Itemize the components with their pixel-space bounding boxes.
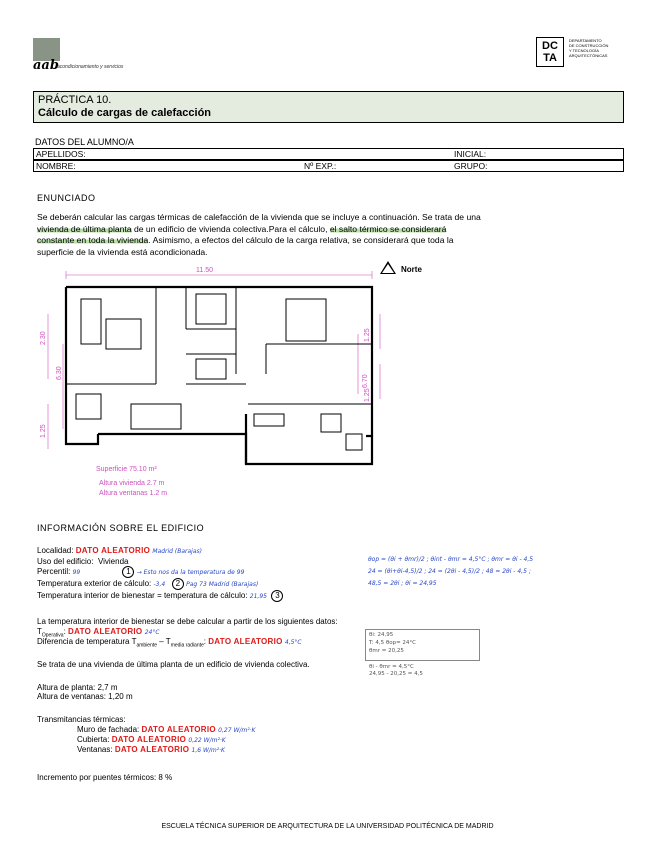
temp-int-label: Temperatura interior de bienestar = temperatura de cálculo:	[37, 591, 248, 600]
student-section-title: DATOS DEL ALUMNO/A	[35, 137, 134, 147]
row-nombre	[33, 160, 624, 172]
ventanas-value: DATO ALEATORIO	[114, 745, 190, 754]
vivienda-tipo: Se trata de una vivienda de última planta de un edificio de vivienda colectiva.	[37, 660, 310, 669]
dim-top: 11.50	[196, 267, 213, 274]
toper-value: DATO ALEATORIO	[68, 627, 143, 636]
title-box	[33, 91, 624, 123]
info-heading: INFORMACIÓN SOBRE EL EDIFICIO	[37, 523, 205, 533]
altura-ventanas: Altura de ventanas: 1,20 m	[37, 692, 133, 701]
dcta-caption-line: DE CONSTRUCCIÓN	[569, 43, 609, 48]
hl-ultima-planta: vivienda de última planta	[37, 223, 132, 234]
percentil-label: Percentil:	[37, 567, 71, 576]
dim-right-1: 1.25	[364, 328, 371, 342]
muro-label: Muro de fachada:	[77, 725, 140, 734]
dif-sub-2: media radiante	[170, 642, 204, 649]
dif-label: Diferencia de temperatura T	[37, 637, 137, 646]
cubierta-note: 0,22 W/m²·K	[188, 737, 226, 744]
logo-subtitle: acondicionamiento y servicios	[57, 64, 124, 70]
notes-below-box	[369, 664, 423, 678]
enunciado-line-4: superficie de la vivienda está acondicionada.	[37, 246, 208, 257]
muro-line	[77, 725, 255, 734]
circle-1: 1	[122, 566, 134, 578]
uso-label: Uso del edificio:	[37, 556, 94, 566]
temp-ext-label: Temperatura exterior de cálculo:	[37, 579, 152, 588]
transmitancias-title: Transmitancias térmicas:	[37, 715, 126, 724]
toper-sub: Operativa	[41, 632, 64, 639]
practice-number: PRÁCTICA 10.	[38, 94, 112, 106]
plan-height: Altura vivienda 2.7 m	[99, 480, 165, 487]
temp-int-line	[37, 590, 437, 602]
dcta-caption	[569, 38, 624, 58]
row-apellidos	[33, 148, 624, 160]
dcta-logo	[536, 37, 564, 67]
dim-left-2: 6.30	[56, 366, 63, 380]
box-note: θmr = 20,25	[369, 648, 404, 654]
enunciado-line-3-text: . Asimismo, a efectos del cálculo de la carga relativa, se considerará que toda la	[148, 235, 454, 245]
temp-ext-note: -3,4	[153, 581, 166, 588]
dcta-c: C	[550, 40, 558, 52]
dim-right-2: 6.70	[362, 374, 369, 388]
ventanas-label: Ventanas:	[77, 745, 113, 754]
ventanas-line	[77, 745, 225, 754]
enunciado-line-2-text: de un edificio de vivienda colectiva.Para el cálculo,	[131, 223, 330, 234]
formula-line-3: 48,5 = 2θi ; θi = 24,95	[368, 580, 437, 587]
box-note: θi: 24,95	[369, 632, 394, 638]
dif-value: DATO ALEATORIO	[208, 637, 283, 646]
box-note: 24,95 - 20,25 = 4,5	[369, 671, 423, 677]
dcta-a: A	[548, 52, 557, 64]
cubierta-line	[77, 735, 226, 744]
dim-right-3: 1.25	[364, 388, 371, 402]
muro-value: DATO ALEATORIO	[141, 725, 216, 734]
circle-3: 3	[271, 590, 283, 602]
dif-mid: – T	[157, 637, 171, 646]
hl-constante: constante en toda la vivienda	[37, 235, 149, 245]
enunciado-line-1: Se deberán calcular las cargas térmicas de calefacción de la vivienda que se incluye a continuación. Se trata de una	[37, 212, 481, 222]
north-triangle-inner	[382, 264, 394, 273]
localidad-label: Localidad:	[37, 546, 74, 555]
toper-note: 24°C	[144, 629, 160, 636]
formula-line-2: 24 = (θi+θi-4,5)/2 ; 24 = (2θi - 4,5)/2 ; 48 = 2θi - 4,5 ;	[368, 568, 531, 575]
cubierta-label: Cubierta:	[77, 735, 110, 744]
formula-block	[368, 554, 628, 590]
percentil-arrow-note: → Esto nos da la temperatura de 99	[136, 569, 245, 576]
aab-logo	[33, 38, 253, 78]
hl-salto: el salto térmico se considerará	[329, 223, 447, 234]
box-note: θi - θmr = 4,5°C	[369, 664, 414, 670]
enunciado-text	[37, 212, 623, 258]
nexp-label: Nº EXP.:	[304, 161, 337, 171]
percentil-note: 99	[72, 569, 81, 576]
dim-left-3: 1.25	[40, 424, 47, 438]
localidad-value: DATO ALEATORIO	[75, 546, 151, 555]
dim-left-1: 2.30	[40, 331, 47, 345]
notes-box-text	[369, 631, 416, 655]
enunciado-heading: ENUNCIADO	[37, 193, 96, 203]
grupo-label: GRUPO:	[454, 161, 488, 171]
enunciado-line-2	[37, 224, 623, 236]
ventanas-note: 1,6 W/m²·K	[191, 747, 225, 754]
cubierta-value: DATO ALEATORIO	[111, 735, 187, 744]
localidad-note: Madrid (Barajas)	[152, 548, 202, 555]
inicial-label: INICIAL:	[454, 149, 487, 159]
north-label: Norte	[401, 265, 422, 274]
enunciado-line-3	[37, 235, 623, 247]
practice-title: Cálculo de cargas de calefacción	[38, 107, 212, 119]
circle-2: 2	[172, 578, 184, 590]
logo-mark: aab	[33, 58, 59, 73]
plan-windows: Altura ventanas 1.2 m	[99, 490, 168, 497]
dif-note: 4,5°C	[284, 639, 302, 646]
footer: ESCUELA TÉCNICA SUPERIOR DE ARQUITECTURA DE LA UNIVERSIDAD POLITÉCNICA DE MADRID	[161, 823, 494, 830]
plan-surface: Superficie 75.10 m²	[96, 466, 157, 473]
altura-planta: Altura de planta: 2,7 m	[37, 683, 118, 692]
muro-note: 0,27 W/m²·K	[218, 727, 256, 734]
floor-plan	[36, 264, 386, 504]
toper-label: T	[37, 627, 42, 636]
dif-sub-1: ambiente	[136, 642, 158, 649]
calc-intro: La temperatura interior de bienestar se debe calcular a partir de los siguientes datos:	[37, 617, 338, 626]
dcta-t: T	[543, 52, 549, 64]
box-note: T: 4,5 θop= 24°C	[369, 640, 417, 646]
dcta-caption-line: DEPARTAMENTO	[569, 38, 602, 43]
nombre-label: NOMBRE:	[36, 161, 76, 171]
apellidos-label: APELLIDOS:	[36, 149, 86, 159]
dcta-caption-line: Y TECNOLOGÍA	[569, 48, 599, 53]
dcta-caption-line: ARQUITECTÓNICAS	[569, 53, 608, 58]
dcta-d: D	[542, 40, 550, 52]
uso-value: Vivienda	[97, 556, 129, 566]
toper-line: $T_{Operativa}$: DATO ALEATORIO 24°C	[37, 627, 160, 639]
dif-line: Diferencia de temperatura $T_{ambiente} - T_{media radiante}$: DATO ALEATORIO 4,5°C	[37, 637, 302, 649]
temp-ext-note-2: Pag 73 Madrid (Barajas)	[186, 581, 259, 588]
formula-line-1: θop = (θi + θmr)/2 ; θint - θmr = 4,5°C ; θmr = θi - 4,5	[368, 556, 534, 563]
temp-int-note: 21,95	[249, 593, 267, 600]
incremento-line: Incremento por puentes térmicos: 8 %	[37, 773, 173, 782]
